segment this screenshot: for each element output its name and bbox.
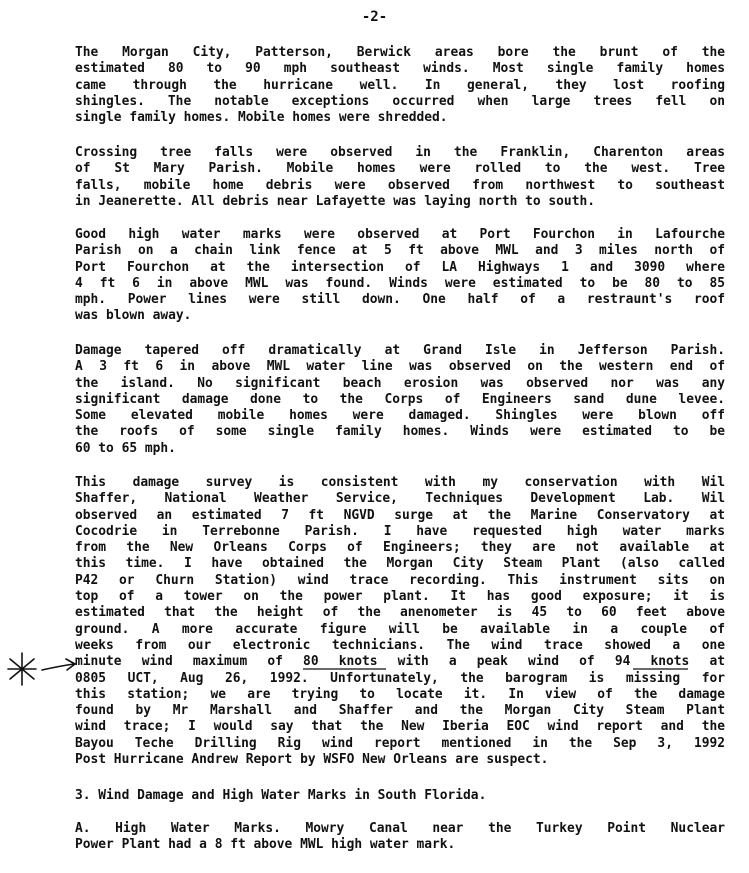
- text-line: 60 to 65 mph.: [75, 440, 176, 456]
- page-number: -2-: [361, 9, 388, 25]
- paragraph-damage-survey: [75, 475, 725, 768]
- text-line: from the New Orleans Corps of Engineers; they are not available at: [75, 540, 725, 556]
- text-line: Port Fourchon at the intersection of LA Highways 1 and 3090 where: [75, 259, 725, 275]
- text-line: Power Plant had a 8 ft above MWL high water mark.: [75, 837, 456, 853]
- text-line: Cocodrie in Terrebonne Parish. I have requested high water marks: [75, 523, 725, 539]
- text-line: minute wind maximum of 80 knots with a peak wind of 94 knots at: [75, 654, 725, 670]
- paragraph-grand-isle: [75, 343, 725, 457]
- text-line: ground. A more accurate figure will be available in a couple of: [75, 621, 725, 637]
- text-line: came through the hurricane well. In general, they lost roofing: [75, 77, 725, 93]
- paragraph-st-mary-parish: [75, 145, 725, 210]
- text-line: P42 or Churn Station) wind trace recording. This instrument sits on: [75, 572, 725, 588]
- text-line: single family homes. Mobile homes were shredded.: [75, 110, 448, 126]
- text-line: mph. Power lines were still down. One half of a restraunt's roof: [75, 292, 725, 308]
- text-line: Good high water marks were observed at Port Fourchon in Lafourche: [75, 227, 725, 242]
- text-line: Damage tapered off dramatically at Grand Isle in Jefferson Parish.: [75, 343, 725, 358]
- text-line: found by Mr Marshall and Shaffer and the Morgan City Steam Plant: [75, 703, 725, 719]
- text-line: A 3 ft 6 in above MWL water line was observed on the western end of: [75, 359, 725, 375]
- text-line: 3. Wind Damage and High Water Marks in South Florida.: [75, 788, 487, 803]
- text-line: this station; we are trying to locate it. In view of the damage: [75, 686, 725, 702]
- text-line: weeks from our electronic technicians. The wind trace showed a one: [75, 637, 725, 653]
- paragraph-port-fourchon: [75, 227, 725, 325]
- text-line: of St Mary Parish. Mobile homes were rolled to the west. Tree: [75, 161, 725, 177]
- text-line: This damage survey is consistent with my conservation with Wil: [75, 475, 725, 490]
- text-line: shingles. The notable exceptions occurred when large trees fell on: [75, 93, 725, 109]
- text-line: Parish on a chain link fence at 5 ft above MWL and 3 miles north of: [75, 243, 725, 259]
- text-line: in Jeanerette. All debris near Lafayette was laying north to south.: [75, 193, 595, 209]
- text-line: observed an estimated 7 ft NGVD surge at the Marine Conservatory at: [75, 507, 725, 523]
- text-line: the roofs of some single family homes. Winds were estimated to be: [75, 424, 725, 440]
- text-line: 0805 UCT, Aug 26, 1992. Unfortunately, the barogram is missing for: [75, 670, 725, 686]
- text-line: Crossing tree falls were observed in the Franklin, Charenton areas: [75, 145, 725, 160]
- section-heading: [75, 788, 725, 804]
- text-line: was blown away.: [75, 308, 192, 324]
- text-line: this time. I have obtained the Morgan City Steam Plant (also called: [75, 556, 725, 572]
- text-line: A. High Water Marks. Mowry Canal near the Turkey Point Nuclear: [75, 821, 725, 836]
- text-line: 4 ft 6 in above MWL was found. Winds were estimated to be 80 to 85: [75, 275, 725, 291]
- text-line: the island. No significant beach erosion was observed nor was any: [75, 375, 725, 391]
- text-line: Some elevated mobile homes were damaged. Shingles were blown off: [75, 408, 725, 424]
- text-line: significant damage done to the Corps of Engineers sand dune levee.: [75, 391, 725, 407]
- paragraph-morgan-city: [75, 45, 725, 126]
- handwritten-asterisk-arrow-icon: [4, 649, 84, 689]
- paragraph-high-water-marks: [75, 821, 725, 854]
- text-line: estimated that the height of the anenometer is 45 to 60 feet above: [75, 605, 725, 621]
- text-line: estimated 80 to 90 mph southeast winds. Most single family homes: [75, 61, 725, 77]
- text-line: Post Hurricane Andrew Report by WSFO New Orleans are suspect.: [75, 752, 549, 768]
- text-line: The Morgan City, Patterson, Berwick areas bore the brunt of the: [75, 45, 725, 60]
- text-line: falls, mobile home debris were observed from northwest to southeast: [75, 177, 725, 193]
- text-line: wind trace; I would say that the New Iberia EOC wind report and the: [75, 719, 725, 735]
- text-line: top of a tower on the power plant. It has good exposure; it is: [75, 589, 725, 605]
- text-line: Bayou Teche Drilling Rig wind report mentioned in the Sep 3, 1992: [75, 735, 725, 751]
- text-line: Shaffer, National Weather Service, Techniques Development Lab. Wil: [75, 491, 725, 507]
